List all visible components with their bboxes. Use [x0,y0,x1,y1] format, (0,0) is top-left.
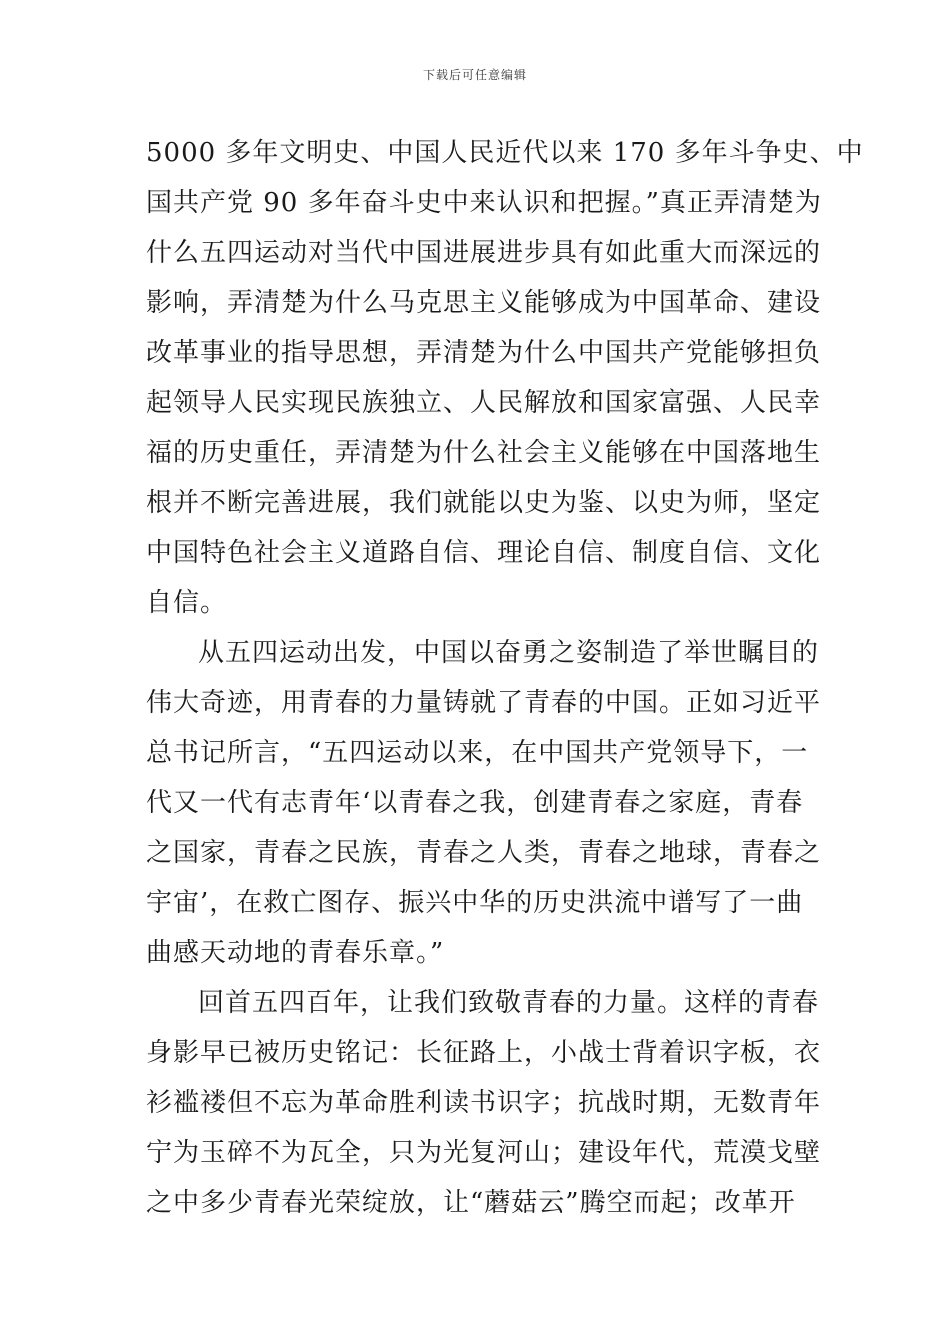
text-line: 总书记所言，“五四运动以来，在中国共产党领导下，一 [146,738,809,768]
text-line: 之国家，青春之民族，青春之人类，青春之地球，青春之 [146,838,822,868]
text-line: 代又一代有志青年‘以青春之我，创建青春之家庭，青春 [146,788,804,818]
text-line: 影响，弄清楚为什么马克思主义能够成为中国革命、建设 [146,288,822,318]
text-line: 改革事业的指导思想，弄清楚为什么中国共产党能够担负 [146,338,822,368]
text-line: 国共产党 90 多年奋斗史中来认识和把握。”真正弄清楚为 [146,188,822,218]
text-line: 起领导人民实现民族独立、人民解放和国家富强、人民幸 [146,388,822,418]
text-line: 中国特色社会主义道路自信、理论自信、制度自信、文化 [146,538,822,568]
paragraph-first-line: 回首五四百年，让我们致敬青春的力量。这样的青春 [198,988,820,1018]
text-line: 自信。 [146,588,228,618]
text-line: 宇宙’，在救亡图存、振兴中华的历史洪流中谱写了一曲 [146,888,804,918]
text-line: 福的历史重任，弄清楚为什么社会主义能够在中国落地生 [146,438,822,468]
text-line: 曲感天动地的青春乐章。” [146,938,445,968]
text-line: 5000 多年文明史、中国人民近代以来 170 多年斗争史、中 [146,138,864,168]
body-text [146,128,864,1228]
text-line: 什么五四运动对当代中国进展进步具有如此重大而深远的 [146,238,822,268]
header-note: 下载后可任意编辑 [422,68,527,82]
text-line: 宁为玉碎不为瓦全，只为光复河山；建设年代，荒漠戈壁 [146,1138,822,1168]
text-line: 衫褴褛但不忘为革命胜利读书识字；抗战时期，无数青年 [146,1088,822,1118]
text-line: 伟大奇迹，用青春的力量铸就了青春的中国。正如习近平 [146,688,822,718]
paragraph-first-line: 从五四运动出发，中国以奋勇之姿制造了举世瞩目的 [198,638,820,668]
text-line: 身影早已被历史铭记：长征路上，小战士背着识字板，衣 [146,1038,822,1068]
text-line: 之中多少青春光荣绽放，让“蘑菇云”腾空而起；改革开 [146,1188,796,1218]
text-line: 根并不断完善进展，我们就能以史为鉴、以史为师，坚定 [146,488,822,518]
